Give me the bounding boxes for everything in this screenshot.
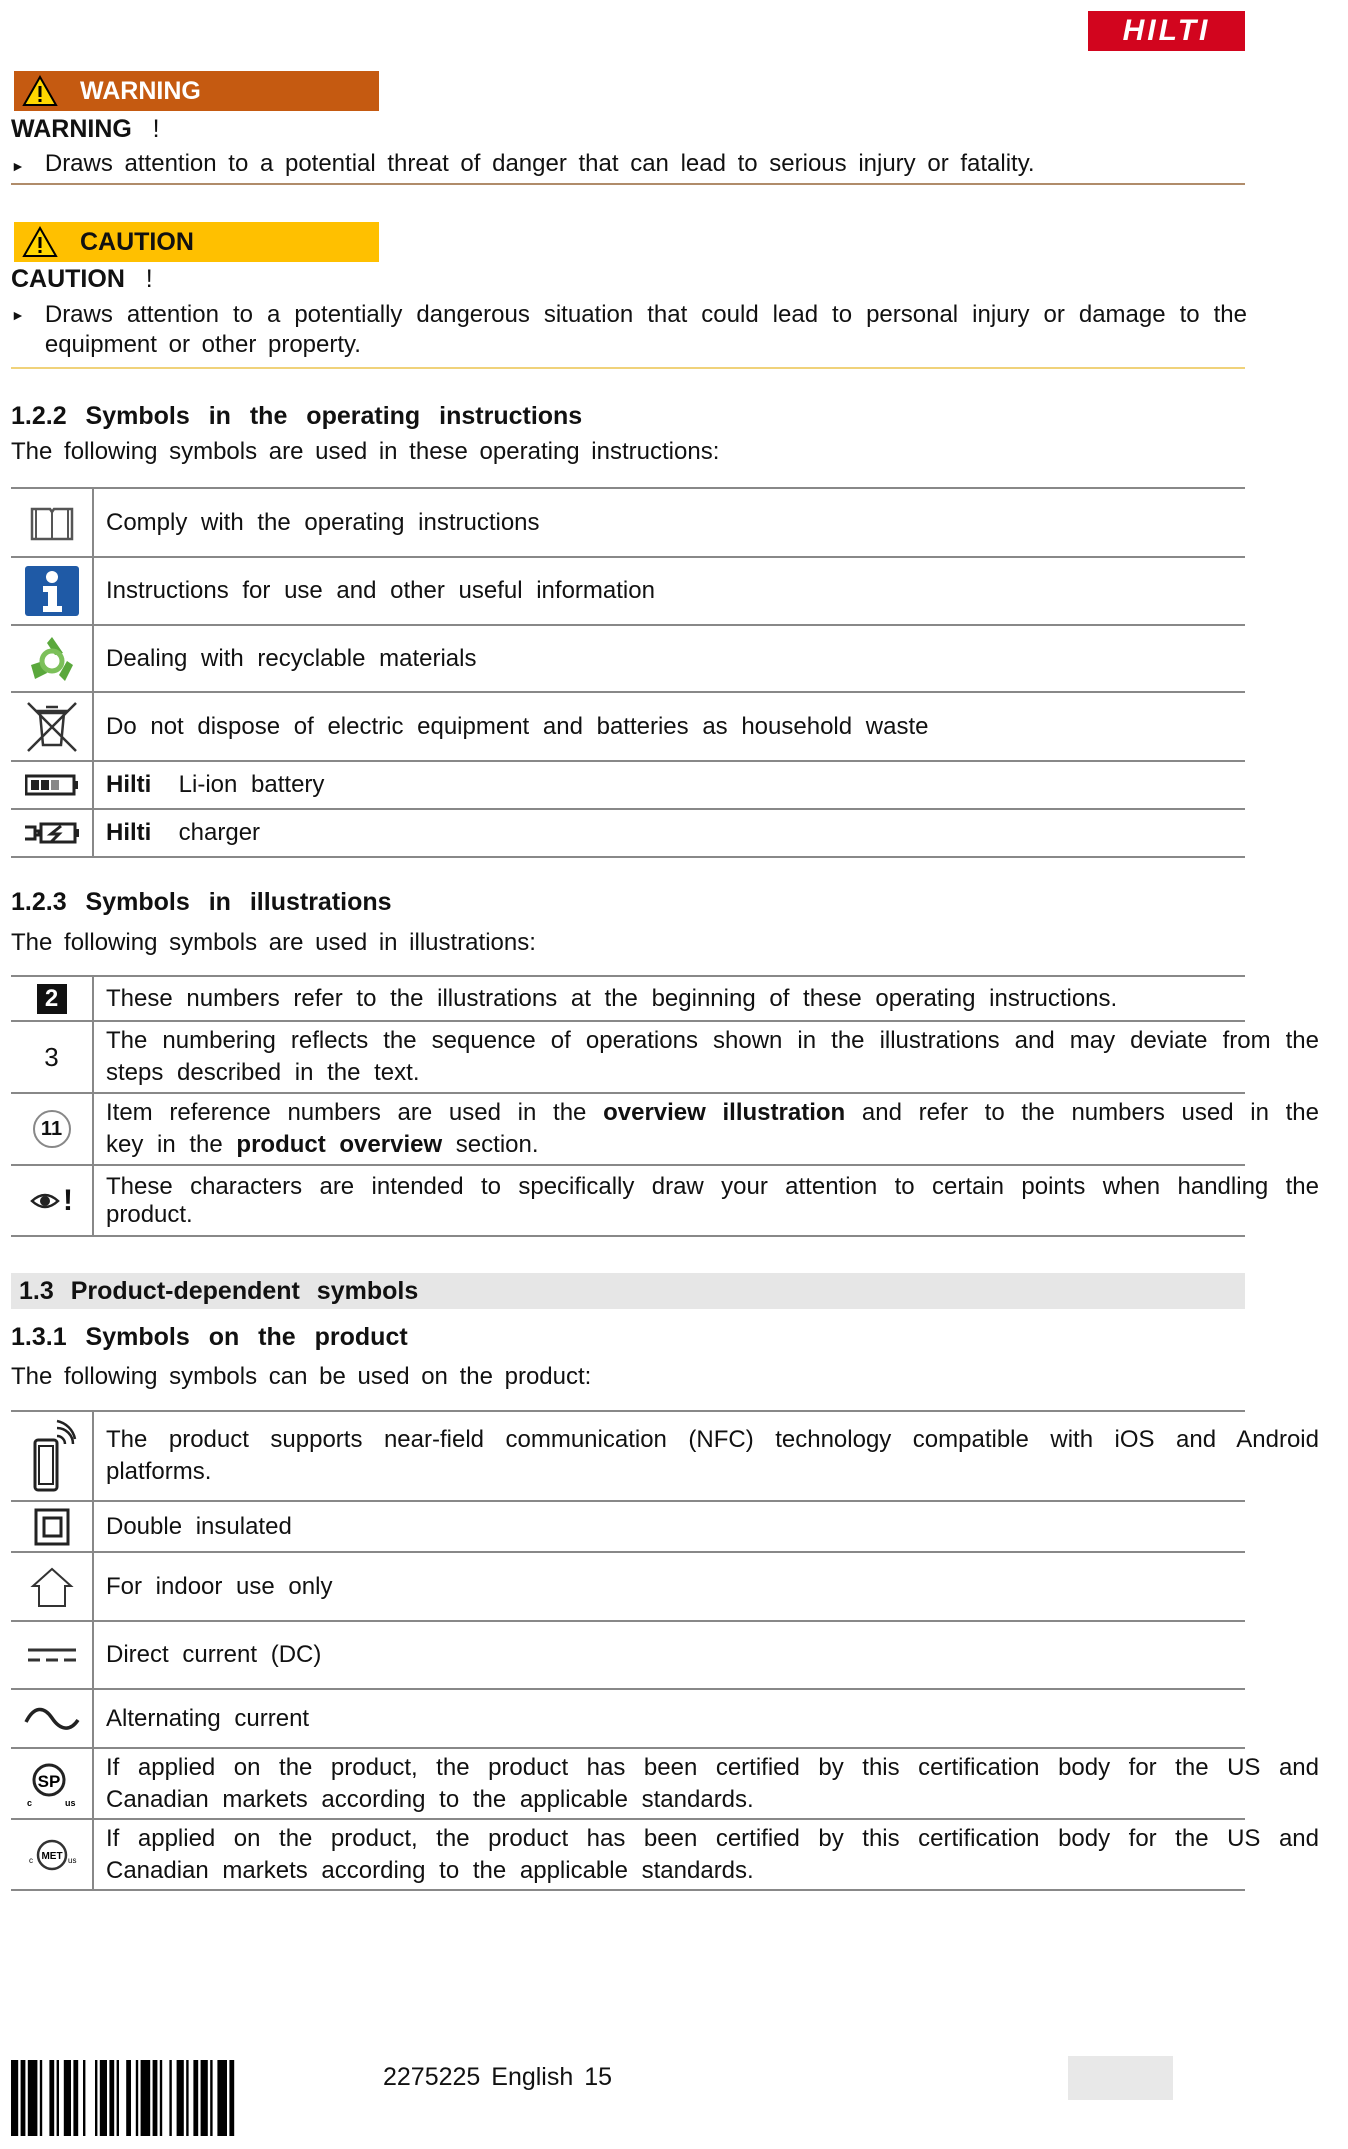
symbol-description: Instructions for use and other useful information — [106, 577, 655, 604]
section-heading-1-2-2: 1.2.2 Symbols in the operating instructions — [11, 402, 583, 430]
section-heading-1-3: 1.3 Product-dependent symbols — [11, 1273, 1245, 1309]
caution-text: ► Draws attention to a potentially dangerous situation that could lead to personal injury or damage to the equipment or other property. — [11, 301, 1247, 358]
ac-icon — [11, 1690, 94, 1747]
nfc-phone-icon — [11, 1412, 94, 1500]
warning-triangle-icon — [22, 226, 58, 258]
warning-banner-label: WARNING — [80, 76, 201, 105]
symbol-description: Comply with the operating instructions — [106, 508, 540, 536]
svg-text:us: us — [64, 1797, 76, 1808]
symbol-description: The numbering reflects the sequence of operations shown in the illustrations and may deviate from the steps described in the text. — [106, 1027, 1319, 1086]
table-row — [11, 693, 1245, 762]
table-row — [11, 762, 1245, 810]
section-heading-1-2-3: 1.2.3 Symbols in illustrations — [11, 888, 392, 916]
symbol-description: For indoor use only — [106, 1572, 333, 1600]
charger-icon — [11, 810, 94, 856]
caution-banner — [14, 222, 379, 262]
symbol-description: If applied on the product, the product has been certified by this certification body for the US and Canadian markets according to the applicable standards. — [106, 1753, 1319, 1813]
symbol-description: These numbers refer to the illustrations at the beginning of these operating instructions. — [106, 984, 1118, 1012]
warning-text: ► Draws attention to a potential threat of danger that can lead to serious injury or fatality. — [11, 150, 1035, 177]
warning-triangle-icon — [22, 75, 58, 107]
table-row — [11, 1412, 1319, 1502]
section-intro: The following symbols are used in illustrations: — [11, 929, 536, 956]
table-row — [11, 1094, 1319, 1166]
table-row — [11, 1690, 1245, 1749]
symbol-description: Dealing with recyclable materials — [106, 644, 477, 672]
double-insulated-icon — [11, 1502, 94, 1551]
symbol-description: Hilti Li-ion battery — [106, 771, 325, 798]
section-intro: The following symbols are used in these operating instructions: — [11, 438, 720, 465]
symbol-description: These characters are intended to specifically draw your attention to certain points when handling the product. — [106, 1172, 1319, 1228]
warning-divider — [11, 183, 1245, 185]
svg-text:SP: SP — [37, 1771, 60, 1791]
warning-banner — [14, 71, 379, 111]
table-row — [11, 810, 1245, 858]
caution-divider — [11, 367, 1245, 369]
operating-symbols-table — [11, 487, 1245, 858]
met-icon — [11, 1820, 94, 1889]
table-row — [11, 1022, 1319, 1094]
warning-label: WARNING ! — [11, 115, 160, 143]
illustration-symbols-table — [11, 975, 1319, 1237]
table-row — [11, 1820, 1319, 1891]
info-icon — [11, 558, 94, 624]
svg-text:MET: MET — [40, 1850, 63, 1862]
symbol-description: Do not dispose of electric equipment and batteries as household waste — [106, 712, 929, 740]
house-icon — [11, 1553, 94, 1620]
item-reference-circle: 11 — [11, 1094, 94, 1164]
sequence-number: 3 — [11, 1022, 94, 1092]
table-row — [11, 1749, 1319, 1820]
section-heading-1-3-1: 1.3.1 Symbols on the product — [11, 1323, 408, 1351]
dc-icon — [11, 1622, 94, 1688]
step-number-box: 2 — [11, 977, 94, 1020]
symbol-description: Item reference numbers are used in the overview illustration and refer to the numbers used in the key in the product overview section. — [106, 1099, 1319, 1158]
symbol-description: Hilti charger — [106, 819, 261, 846]
section-intro: The following symbols can be used on the product: — [11, 1363, 592, 1390]
table-row — [11, 1502, 1245, 1553]
symbol-description: Double insulated — [106, 1512, 292, 1540]
symbol-description: Direct current (DC) — [106, 1641, 322, 1668]
hilti-logo: HILTI — [1088, 11, 1245, 51]
symbol-description: Alternating current — [106, 1704, 310, 1732]
eye-attention-icon: ! — [11, 1166, 94, 1235]
csa-icon — [11, 1749, 94, 1818]
crossed-bin-icon — [11, 693, 94, 760]
table-row — [11, 977, 1245, 1022]
footer-page-info: 2275225 English 15 — [383, 2063, 613, 2091]
svg-text:us: us — [67, 1855, 76, 1865]
svg-text:c: c — [28, 1855, 33, 1865]
product-symbols-table — [11, 1410, 1319, 1891]
recycle-icon — [11, 626, 94, 691]
footer-gray-box — [1068, 2056, 1173, 2100]
table-row — [11, 1622, 1245, 1690]
table-row — [11, 489, 1245, 558]
table-row — [11, 1166, 1319, 1237]
caution-banner-label: CAUTION — [80, 227, 194, 256]
barcode — [11, 2060, 351, 2136]
table-row — [11, 626, 1245, 693]
book-icon — [11, 489, 94, 556]
caution-label: CAUTION ! — [11, 265, 153, 293]
battery-icon — [11, 762, 94, 808]
table-row — [11, 558, 1245, 626]
svg-text:c: c — [26, 1797, 32, 1808]
symbol-description: The product supports near-field communication (NFC) technology compatible with iOS and Android platforms. — [106, 1426, 1319, 1485]
table-row — [11, 1553, 1245, 1622]
symbol-description: If applied on the product, the product has been certified by this certification body for the US and Canadian markets according to the applicable standards. — [106, 1824, 1319, 1884]
